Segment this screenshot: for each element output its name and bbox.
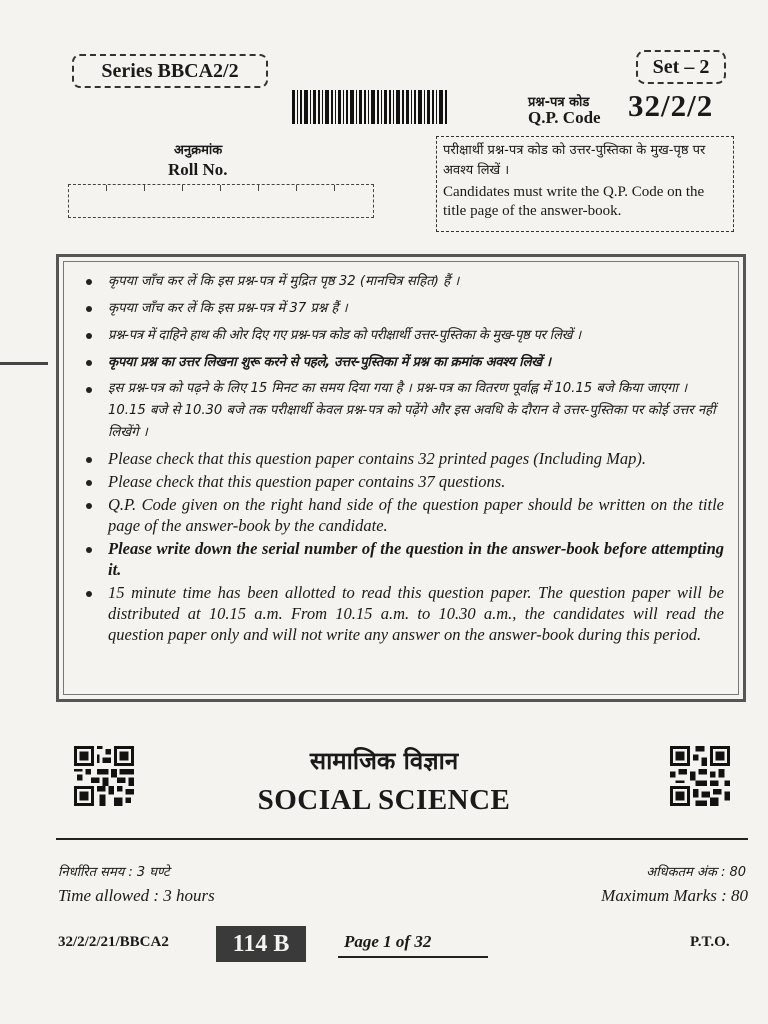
time-allowed: Time allowed : 3 hours xyxy=(58,886,215,905)
candidate-note: Candidates must write the Q.P. Code on the title page of the answer-book. xyxy=(443,184,705,219)
qp-code-label: Q.P. Code xyxy=(528,108,601,127)
instruction-text: Please write down the serial number of the question in the answer-book before attempting it. xyxy=(108,539,724,579)
margin-mark xyxy=(0,362,48,365)
instructions-box xyxy=(56,254,746,702)
instruction-text: 15 minute time has been allotted to read this question paper. The question paper will be distributed at 10.15 a.m. From 10.15 a.m. to 10.30 a.m., the candidates will read the question paper only and will not write any answer on the answer-book during this period. xyxy=(108,583,724,644)
qp-code: 32/2/2 xyxy=(628,88,714,123)
instruction-text: कृपया प्रश्न का उत्तर लिखना शुरू करने से पहले, उत्तर-पुस्तिका में प्रश्न का क्रमांक अवश्य लिखें । xyxy=(108,355,551,370)
bullet-icon xyxy=(86,333,92,339)
instruction-text: कृपया जाँच कर लें कि इस प्रश्न-पत्र में मुद्रित पृष्ठ 32 (मानचित्र सहित) हैं । xyxy=(108,274,460,289)
instruction-item xyxy=(78,582,724,645)
qp-code-label-hindi: प्रश्न-पत्र कोड xyxy=(528,95,590,110)
subject-title-hindi: सामाजिक विज्ञान xyxy=(309,747,459,775)
page-number: Page 1 of 32 xyxy=(344,932,432,951)
subject-title: SOCIAL SCIENCE xyxy=(257,784,511,816)
instruction-text: कृपया जाँच कर लें कि इस प्रश्न-पत्र में 37 प्रश्न हैं । xyxy=(108,301,348,316)
bullet-icon xyxy=(86,480,92,486)
roll-number-boxes[interactable] xyxy=(68,184,374,218)
instruction-item xyxy=(78,378,724,444)
series-label: Series BBCA2/2 xyxy=(72,54,268,88)
paper-code: 32/2/2/21/BBCA2 xyxy=(58,934,169,950)
instruction-item xyxy=(78,448,724,469)
bullet-icon xyxy=(86,457,92,463)
page-badge: 114 B xyxy=(216,926,306,962)
roll-label: Roll No. xyxy=(168,160,228,179)
roll-label-hindi: अनुक्रमांक xyxy=(174,143,223,158)
instruction-item xyxy=(78,297,724,320)
bullet-icon xyxy=(86,360,92,366)
candidate-note-hindi: परीक्षार्थी प्रश्न-पत्र कोड को उत्तर-पुस्तिका के मुख-पृष्ठ पर अवश्य लिखें । xyxy=(443,143,706,178)
candidate-note-box xyxy=(436,136,734,232)
maximum-marks: Maximum Marks : 80 xyxy=(601,886,748,905)
time-allowed-hindi: निर्धारित समय : 3 घण्टे xyxy=(58,865,170,880)
set-label: Set – 2 xyxy=(636,50,726,84)
page-number-underline xyxy=(338,956,488,958)
instruction-item xyxy=(78,494,724,536)
maximum-marks-hindi: अधिकतम अंक : 80 xyxy=(646,865,746,880)
instruction-text: इस प्रश्न-पत्र को पढ़ने के लिए 15 मिनट का समय दिया गया है । प्रश्न-पत्र का वितरण पूर्वाह्न में 10.15 बजे किया जाएगा । 10.15 बजे से 10.30 बजे तक परीक्षार्थी केवल प्रश्न-पत्र को पढ़ेंगे और इस अवधि के दौरान वे उत्तर-पुस्तिका पर कोई उत्तर नहीं लिखेंगे । xyxy=(108,381,716,440)
instruction-item xyxy=(78,270,724,293)
instruction-item xyxy=(78,324,724,347)
instruction-item xyxy=(78,471,724,492)
instruction-text: Please check that this question paper contains 37 questions. xyxy=(108,472,506,491)
pto-label: P.T.O. xyxy=(690,934,730,950)
divider xyxy=(56,838,748,840)
instruction-text: प्रश्न-पत्र में दाहिने हाथ की ओर दिए गए प्रश्न-पत्र कोड को परीक्षार्थी उत्तर-पुस्तिका के मुख-पृष्ठ पर लिखें । xyxy=(108,328,581,343)
instruction-text: Please check that this question paper contains 32 printed pages (Including Map). xyxy=(108,449,646,468)
bullet-icon xyxy=(86,279,92,285)
bullet-icon xyxy=(86,387,92,393)
bullet-icon xyxy=(86,591,92,597)
bullet-icon xyxy=(86,547,92,553)
bullet-icon xyxy=(86,503,92,509)
bullet-icon xyxy=(86,306,92,312)
instruction-item xyxy=(78,351,724,374)
instructions-list xyxy=(78,270,724,645)
barcode xyxy=(290,90,450,124)
instruction-item xyxy=(78,538,724,580)
instruction-text: Q.P. Code given on the right hand side of the question paper should be written on the title page of the answer-book by the candidate. xyxy=(108,495,724,535)
